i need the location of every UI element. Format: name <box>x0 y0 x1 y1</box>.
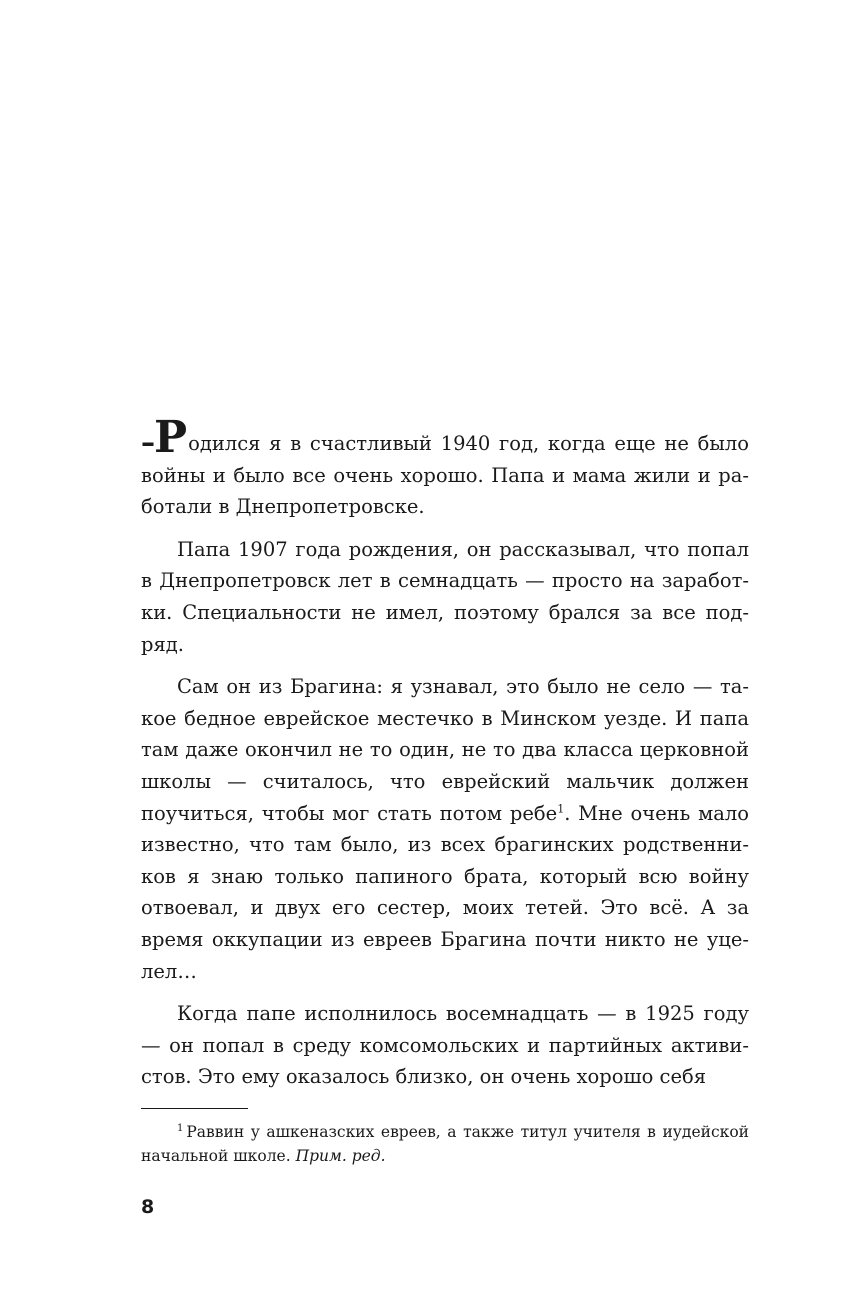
paragraph-3 <box>141 671 749 987</box>
paragraph-opening <box>141 412 749 523</box>
paragraph-2: Папа 1907 года рождения, он рассказывал, что попал в Днепропетровск лет в семнадцать — просто на заработки. Специальности не имел, поэтому брался за все подряд. <box>141 537 749 656</box>
paragraph-4: Когда папе исполнилось восемнадцать — в 1925 году — он попал в среду комсомольских и партийных активистов. Это ему оказалось близко, он очень хорошо себя <box>141 1002 749 1089</box>
paragraph-opening-text: одился я в счастливый 1940 год, когда еще не было войны и было все очень хорошо. Папа и мама жили и работали в Днепропетровске. <box>141 432 749 519</box>
footnote-reference-mark: 1 <box>557 802 565 816</box>
footnote <box>141 1120 749 1168</box>
page-number: 8 <box>141 1196 155 1218</box>
paragraph-3-text-before-footnote: Сам он из Брагина: я узнавал, это было не село — такое бедное еврейское местечко в Минском уезде. И папа там даже окончил не то один, не то два класса церковной школы — считалось, что еврейский мальчик должен поучиться, чтобы мог стать потом ребе <box>141 675 749 825</box>
footnote-editor-note: Прим. ред. <box>295 1147 386 1165</box>
footnote-text: Раввин у ашкеназских евреев, а также титул учителя в иудейской начальной школе. <box>141 1123 749 1165</box>
footnote-number: 1 <box>177 1122 184 1134</box>
main-text <box>141 412 749 1093</box>
paragraph-3-text-after-footnote: . Мне очень мало известно, что там было, из всех брагинских родственников я знаю только папиного брата, который всю войну отвоевал, и двух его сестер, моих тетей. Это всё. А за время оккупации из евреев Брагина почти никто не уцелел… <box>141 801 749 983</box>
footnote-divider <box>141 1108 248 1109</box>
opening-dash: – <box>141 426 154 459</box>
drop-cap-letter: Р <box>154 412 188 463</box>
